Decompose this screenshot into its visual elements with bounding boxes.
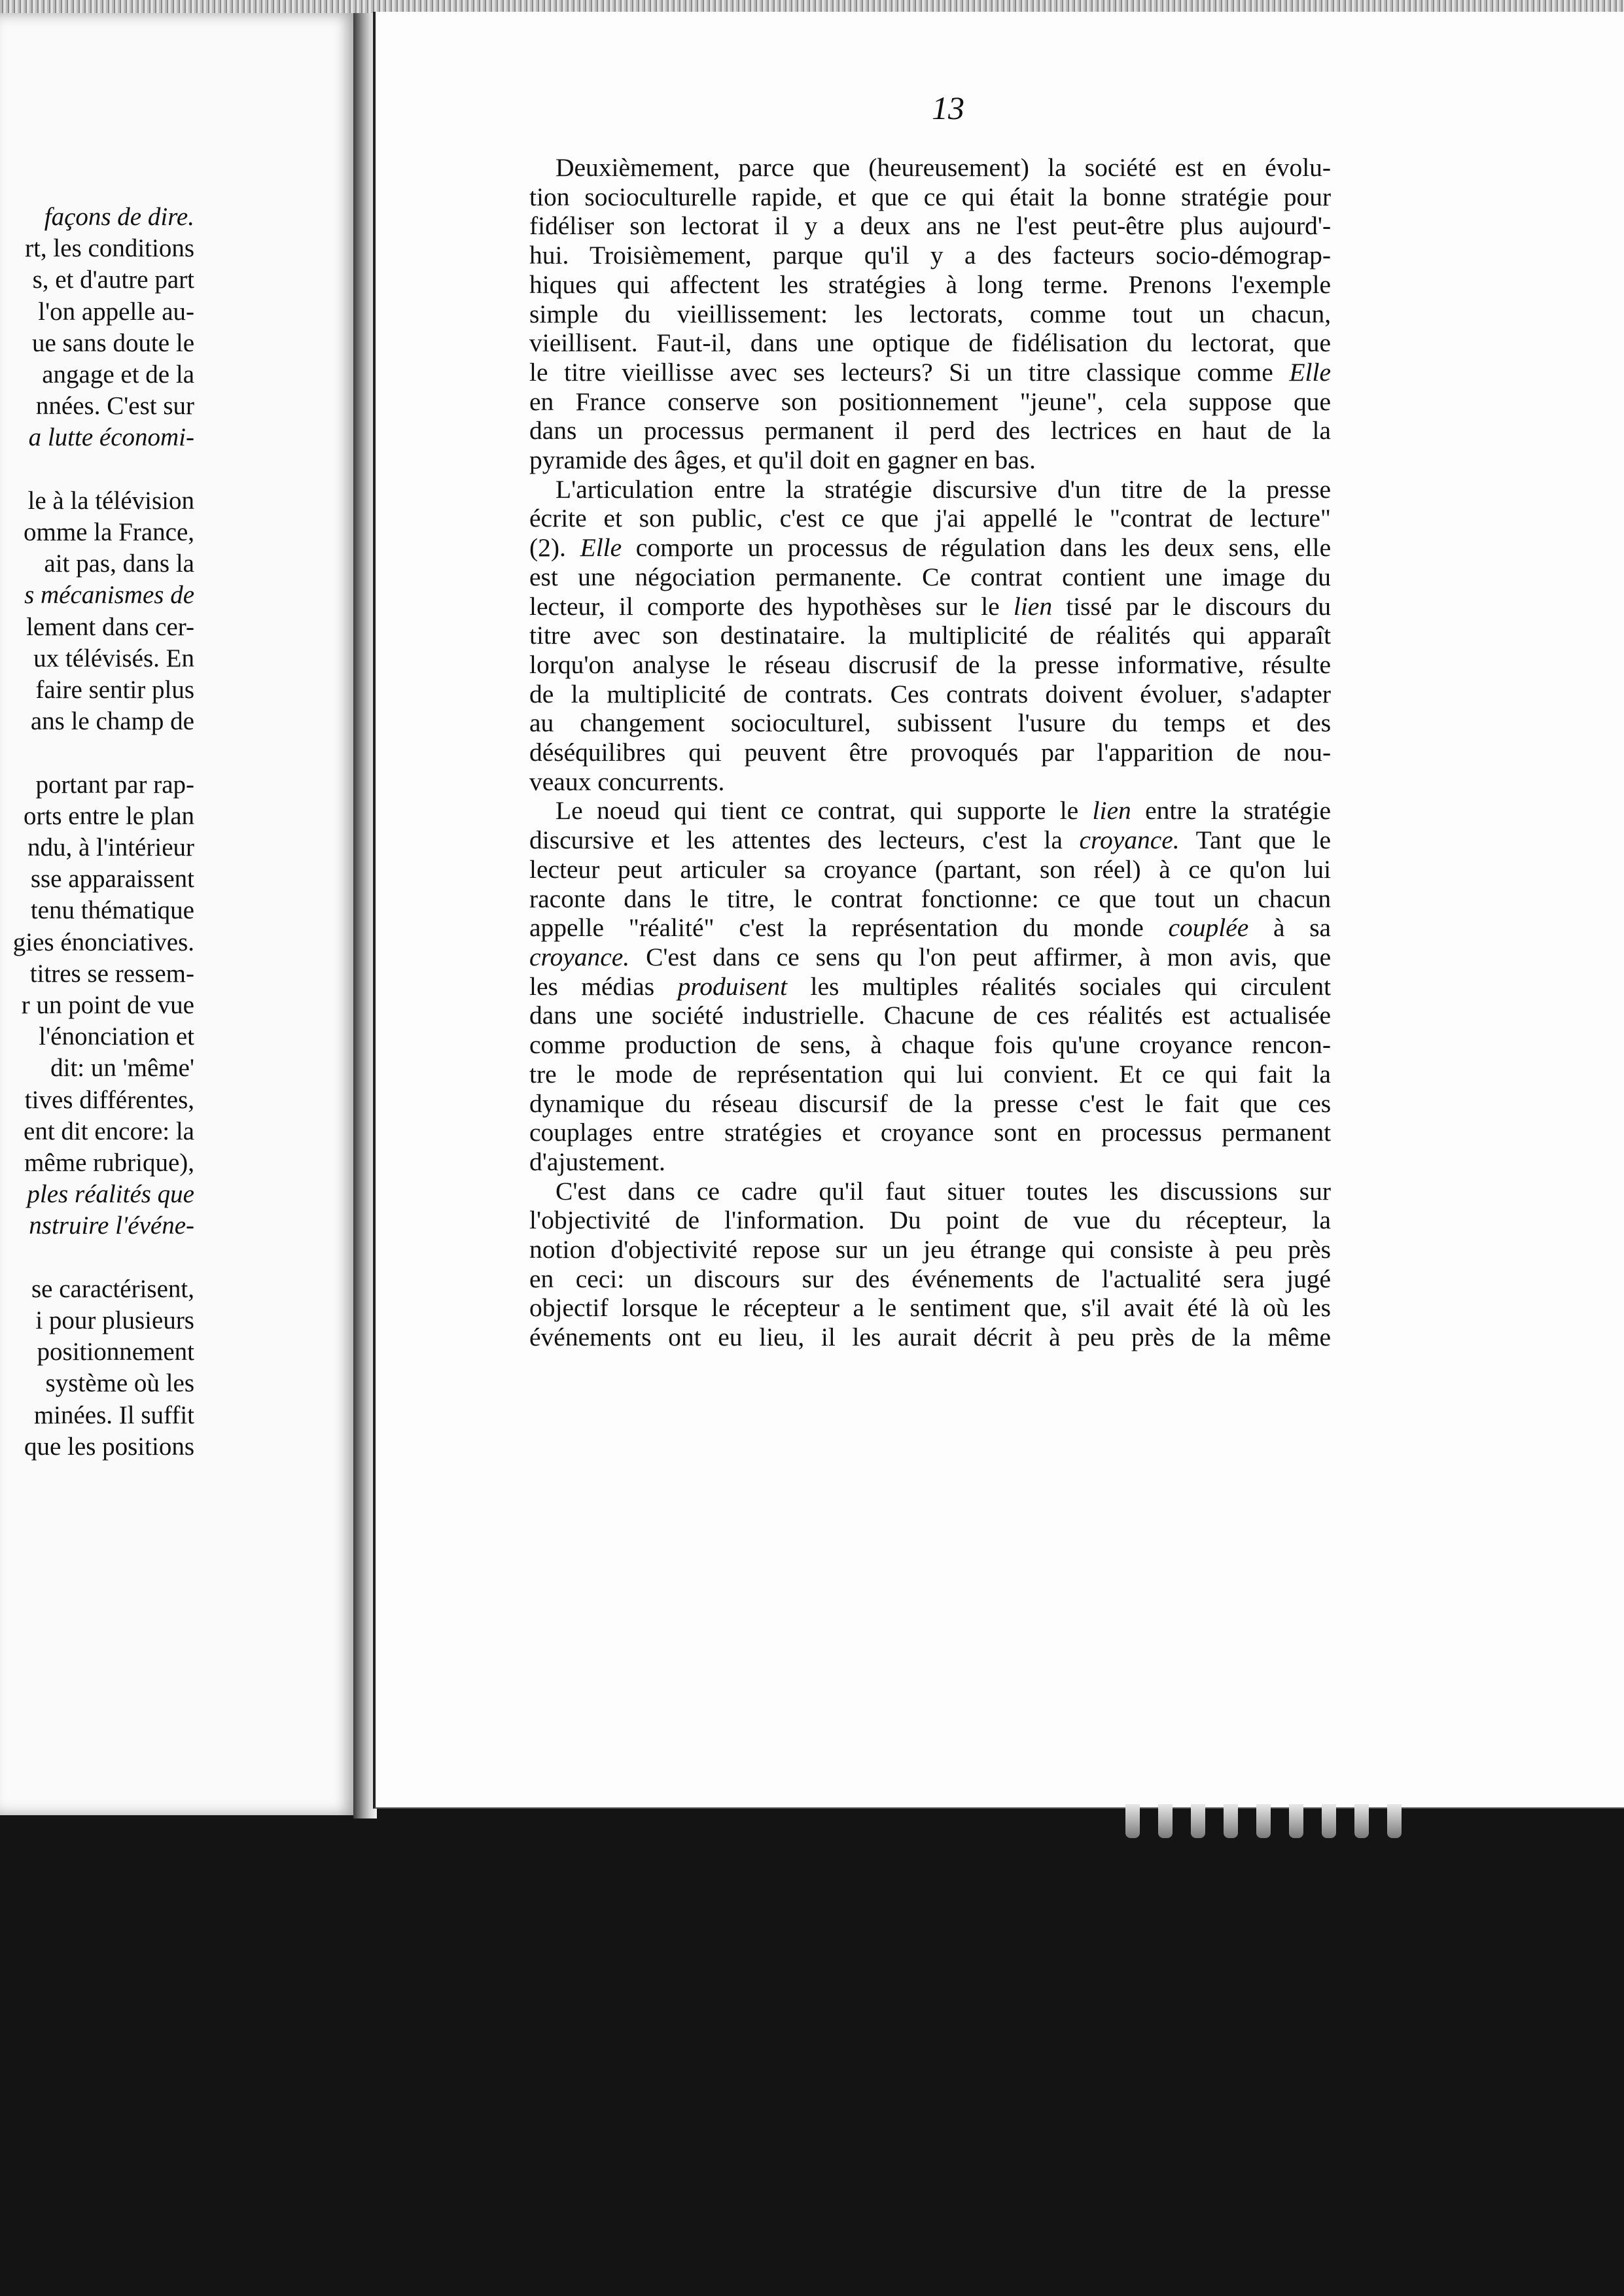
left-page-line: tenu thématique (30, 896, 194, 925)
text-line: d'ajustement. (529, 1147, 665, 1176)
film-mark (1354, 1804, 1369, 1838)
text-line: dans un processus permanent il perd des lectrices en haut de la (529, 416, 1331, 445)
left-page-line: rt, les conditions (25, 234, 194, 263)
left-page-line: s, et d'autre part (32, 266, 194, 294)
left-page-line: sse apparaissent (30, 865, 194, 894)
left-page-line: l'énonciation et (39, 1022, 194, 1051)
left-page-line: se caractérisent, (31, 1274, 194, 1303)
left-page-line: titres se ressem- (29, 959, 194, 988)
text-line: raconte dans le titre, le contrat fonctionne: ce que tout un chacun (529, 884, 1332, 913)
text-line: notion d'objectivité repose sur un jeu étrange qui consiste à peu près (529, 1235, 1332, 1264)
page-number: 13 (932, 90, 964, 126)
text-line: dans une société industrielle. Chacune de ces réalités est actualisée (529, 1001, 1332, 1030)
text-line: événements ont eu lieu, il les aurait décrit à peu près de la même (529, 1323, 1332, 1352)
paragraph (529, 475, 1331, 797)
left-page-fragment (0, 13, 357, 1815)
text-line: hui. Troisièmement, parque qu'il y a des facteurs socio-démograp- (529, 241, 1332, 270)
film-mark (1191, 1804, 1205, 1838)
paragraph (529, 796, 1331, 1176)
film-mark (1256, 1804, 1271, 1838)
left-page-line: façons de dire. (44, 203, 194, 231)
left-page-line: i pour plusieurs (35, 1306, 194, 1334)
text-line: est une négociation permanente. Ce contrat contient une image du (529, 562, 1332, 591)
text-line: tre le mode de représentation qui lui convient. Et ce qui fait la (529, 1059, 1332, 1088)
film-mark (1224, 1804, 1238, 1838)
left-page-line: même rubrique), (24, 1149, 194, 1177)
text-line: titre avec son destinataire. la multiplicité de réalités qui apparaît (529, 621, 1332, 650)
left-page-line: angage et de la (42, 360, 194, 389)
right-page (373, 12, 1624, 1809)
text-line: lecteur, il comporte des hypothèses sur le lien tissé par le discours du (529, 591, 1332, 621)
left-page-line: gies énonciatives. (12, 928, 194, 956)
text-line: simple du vieillissement: les lectorats, comme tout un chacun, (529, 299, 1332, 328)
text-line: Deuxièmement, parce que (heureusement) la société est en évolu- (556, 153, 1332, 182)
text-line: vieillisent. Faut-il, dans une optique de fidélisation du lectorat, que (529, 328, 1332, 358)
left-page-line: ent dit encore: la (24, 1117, 194, 1145)
left-page-line: dit: un 'même' (50, 1054, 194, 1083)
paragraph (529, 153, 1331, 475)
left-page-line: s mécanismes de (24, 581, 194, 610)
text-line: C'est dans ce cadre qu'il faut situer toutes les discussions sur (556, 1176, 1332, 1206)
text-line: écrite et son public, c'est ce que j'ai appellé le "contrat de lecture" (529, 504, 1332, 533)
text-line: au changement socioculturel, subissent l'usure du temps et des (529, 708, 1332, 738)
text-line: lecteur peut articuler sa croyance (partant, son réel) à ce qu'on lui (529, 854, 1332, 884)
left-page-line: ndu, à l'intérieur (27, 833, 194, 861)
left-page-line: que les positions (24, 1432, 194, 1461)
text-line: couplages entre stratégies et croyance sont en processus permanent (529, 1118, 1332, 1147)
text-line: lorqu'on analyse le réseau discrusif de la presse informative, résulte (529, 650, 1332, 679)
text-line: en ceci: un discours sur des événements de l'actualité sera jugé (529, 1264, 1332, 1293)
text-line: de la multiplicité de contrats. Ces contrats doivent évoluer, s'adapter (529, 679, 1332, 708)
left-page-line: le à la télévision (27, 486, 194, 515)
text-line: discursive et les attentes des lecteurs, c'est la croyance. Tant que le (529, 826, 1332, 855)
paragraph (529, 1177, 1331, 1352)
film-mark (1322, 1804, 1336, 1838)
left-page-line: a lutte économi- (28, 423, 194, 452)
body-text (529, 153, 1331, 1352)
text-line: l'objectivité de l'information. Du point de vue du récepteur, la (529, 1206, 1332, 1235)
left-page-line: orts entre le plan (24, 801, 194, 830)
left-page-line: minées. Il suffit (33, 1400, 194, 1429)
film-mark (1387, 1804, 1402, 1838)
left-page-line: nstruire l'événe- (29, 1211, 194, 1240)
left-page-line: tives différentes, (24, 1085, 194, 1114)
left-page-line: l'on appelle au- (38, 297, 194, 326)
text-line: (2). Elle comporte un processus de régulation dans les deux sens, elle (529, 533, 1332, 563)
text-line: Le noeud qui tient ce contrat, qui supporte le lien entre la stratégie (556, 796, 1332, 826)
text-line: appelle "réalité" c'est la représentation du monde couplée à sa (529, 913, 1332, 943)
text-line: tion socioculturelle rapide, et que ce qui était la bonne stratégie pour (529, 182, 1332, 211)
film-mark (1125, 1804, 1140, 1838)
text-line: croyance. C'est dans ce sens qu l'on peut affirmer, à mon avis, que (529, 942, 1332, 971)
text-line: objectif lorsque le récepteur a le sentiment que, s'il avait été là où les (529, 1293, 1332, 1323)
left-page-line: portant par rap- (35, 770, 194, 799)
text-line: comme production de sens, à chaque fois qu'une croyance rencon- (529, 1030, 1331, 1060)
text-line: fidéliser son lectorat il y a deux ans ne l'est peut-être plus aujourd'- (529, 211, 1332, 241)
text-line: déséquilibres qui peuvent être provoqués par l'apparition de nou- (529, 738, 1332, 767)
film-edge-marks (1112, 1804, 1426, 1843)
film-mark (1289, 1804, 1303, 1838)
film-mark (1158, 1804, 1173, 1838)
text-line: hiques qui affectent les stratégies à long terme. Prenons l'exemple (529, 270, 1332, 299)
left-page-line: positionnement (37, 1338, 194, 1366)
text-line: L'articulation entre la stratégie discursive d'un titre de la presse (556, 474, 1332, 504)
text-line: le titre vieillisse avec ses lecteurs? Si un titre classique comme Elle (529, 357, 1331, 387)
left-page-line: ait pas, dans la (44, 549, 194, 578)
left-page-line: faire sentir plus (35, 676, 194, 704)
text-line: veaux concurrents. (529, 767, 725, 796)
left-page-line: r un point de vue (21, 991, 194, 1019)
left-page-line: ples réalités que (27, 1180, 194, 1209)
text-line: les médias produisent les multiples réalités sociales qui circulent (529, 971, 1332, 1001)
left-page-line: système où les (45, 1369, 194, 1398)
text-line: pyramide des âges, et qu'il doit en gagner en bas. (529, 445, 1036, 475)
left-page-line: ux télévisés. En (33, 644, 194, 672)
left-page-line: omme la France, (24, 518, 194, 546)
text-line: dynamique du réseau discursif de la presse c'est le fait que ces (529, 1088, 1332, 1118)
text-line: en France conserve son positionnement "jeune", cela suppose que (529, 387, 1332, 416)
left-page-line: lement dans cer- (26, 612, 194, 641)
left-page-line: ue sans doute le (31, 328, 194, 357)
left-page-line: ans le champ de (30, 707, 194, 736)
left-page-line: nnées. C'est sur (35, 392, 194, 421)
